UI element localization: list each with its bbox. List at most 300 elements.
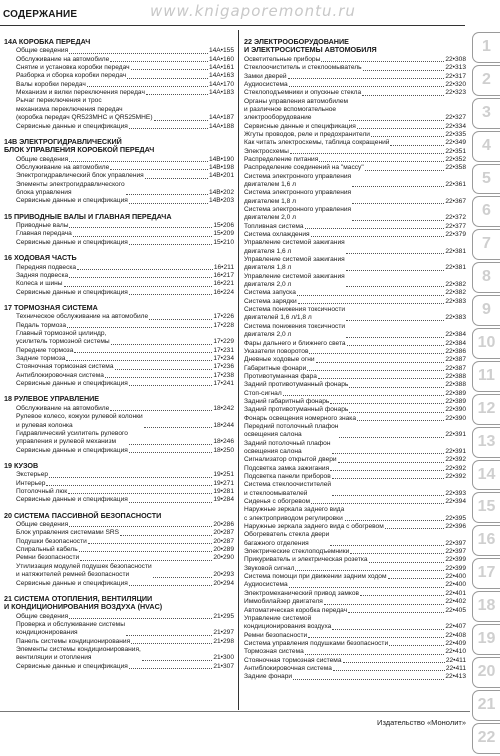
section-title: 15 ПРИВОДНЫЕ ВАЛЫ И ГЛАВНАЯ ПЕРЕДАЧА: [4, 211, 172, 221]
chapter-tab[interactable]: 9: [472, 295, 500, 326]
toc-entry[interactable]: [4, 646, 234, 663]
chapter-tab[interactable]: 6: [472, 196, 500, 227]
entry-title: Обогреватель стекла двери багажного отделения: [244, 531, 330, 547]
dot-leader: [129, 585, 213, 586]
entry-title: Управление системой зажигания двигателя 2,0 л: [244, 272, 345, 289]
entry-title: Проверка и обслуживание системы кондиционирования: [16, 621, 125, 637]
toc-entry[interactable]: [244, 340, 466, 348]
chapter-tab[interactable]: 10: [472, 328, 500, 359]
toc-entry[interactable]: [4, 430, 234, 447]
entry-title: Электросхемы: [244, 147, 289, 155]
entry-page: 17•238: [213, 371, 234, 379]
toc-entry[interactable]: [4, 280, 234, 288]
toc-entry[interactable]: [244, 581, 466, 589]
entry-title: Задний противотуманный фонарь: [244, 406, 349, 414]
entry-page: 21•300: [213, 654, 234, 662]
entry-title: Главная передача: [16, 230, 72, 238]
dot-leader: [346, 320, 444, 321]
entry-page: 22•383: [445, 314, 466, 322]
toc-entry[interactable]: [4, 488, 234, 496]
toc-entry[interactable]: [244, 398, 466, 406]
entry-page: 22•313: [445, 64, 466, 72]
entry-title: Замки дверей: [244, 72, 287, 80]
entry-title: Панель системы кондиционирования: [16, 637, 131, 645]
entry-title: Передняя подвеска: [16, 263, 77, 271]
entry-title: Управление системой кондиционирования воздуха: [244, 614, 332, 631]
chapter-tab[interactable]: 22: [472, 723, 500, 754]
dot-leader: [105, 377, 212, 378]
dot-leader: [357, 420, 444, 421]
chapter-tab[interactable]: 20: [472, 657, 500, 688]
entry-title: Фары дальнего и ближнего света: [244, 339, 346, 347]
entry-title: Подсветка панели приборов: [244, 473, 331, 480]
entry-title: Передний потолочный плафон освещения салона: [244, 422, 339, 439]
publisher-footer: Издательство «Монолит»: [377, 718, 466, 727]
entry-page: 22•377: [445, 222, 466, 230]
entry-title: Сервисные данные и спецификация: [16, 446, 128, 454]
dot-leader: [131, 643, 212, 644]
toc-entry[interactable]: [4, 239, 234, 247]
dot-leader: [390, 145, 444, 146]
toc-entry[interactable]: [244, 657, 466, 665]
dot-leader: [307, 370, 444, 371]
toc-entry[interactable]: [4, 330, 234, 347]
chapter-tab[interactable]: 5: [472, 164, 500, 195]
dot-leader: [311, 236, 445, 237]
dot-leader: [357, 128, 445, 129]
entry-page: 22•407: [445, 623, 466, 631]
toc-entry[interactable]: [244, 615, 466, 632]
chapter-tab[interactable]: 14: [472, 460, 500, 491]
toc-entry[interactable]: [244, 548, 466, 556]
dot-leader: [131, 69, 208, 70]
dot-leader: [126, 194, 208, 195]
entry-title: Противотуманная фара: [244, 372, 317, 380]
entry-page: 14A•155: [208, 47, 234, 55]
toc-entry[interactable]: [4, 471, 234, 479]
toc-entry[interactable]: [244, 81, 466, 89]
watermark: www.knigaporemontu.ru: [150, 2, 356, 20]
toc-entry[interactable]: [4, 413, 234, 430]
entry-title: Интерьер: [16, 479, 46, 487]
toc-entry[interactable]: [4, 347, 234, 355]
toc-entry[interactable]: [4, 554, 234, 562]
dot-leader: [338, 462, 445, 463]
dot-leader: [352, 186, 444, 187]
toc-entry[interactable]: [244, 373, 466, 381]
toc-entry[interactable]: [4, 538, 234, 546]
section-title: 18 РУЛЕВОЕ УПРАВЛЕНИЕ: [4, 394, 100, 404]
entry-page: 22•351: [445, 147, 466, 155]
dot-leader: [142, 660, 212, 661]
toc-entry[interactable]: [4, 313, 234, 321]
toc-entry[interactable]: [4, 496, 234, 504]
dot-leader: [129, 452, 213, 453]
entry-title: Топливная система: [244, 222, 304, 230]
dot-leader: [339, 437, 444, 438]
toc-entry[interactable]: [244, 73, 466, 81]
dot-leader: [330, 403, 444, 404]
entry-title: Система электронного управления двигателем 1,6 л: [244, 172, 352, 188]
entry-title: Обслуживание на автомобиле: [16, 164, 110, 171]
chapter-tab[interactable]: 21: [472, 690, 500, 721]
dot-leader: [120, 535, 212, 536]
dot-leader: [363, 70, 445, 71]
toc-entry[interactable]: [244, 665, 466, 673]
chapter-tab[interactable]: 7: [472, 229, 500, 260]
entry-title: Звуковой сигнал: [244, 564, 295, 572]
dot-leader: [110, 410, 212, 411]
toc-entry[interactable]: [4, 480, 234, 488]
toc-entry[interactable]: [244, 506, 466, 523]
toc-entry[interactable]: [4, 181, 234, 198]
toc-entry[interactable]: [244, 348, 466, 356]
toc-entry[interactable]: [4, 89, 234, 97]
chapter-tab[interactable]: 3: [472, 98, 500, 129]
toc-entry[interactable]: [244, 632, 466, 640]
entry-page: 22•401: [445, 589, 466, 597]
entry-page: 22•387: [445, 364, 466, 372]
right-column: [244, 38, 466, 689]
toc-entry[interactable]: [4, 72, 234, 80]
toc-entry[interactable]: [244, 607, 466, 615]
entry-page: 22•391: [445, 431, 466, 439]
toc-entry[interactable]: [4, 355, 234, 363]
dot-leader: [365, 170, 445, 171]
toc-entry[interactable]: [244, 381, 466, 389]
entry-page: 14A•160: [208, 55, 234, 63]
entry-page: 22•387: [445, 356, 466, 364]
toc-entry[interactable]: [4, 521, 234, 529]
page-title: СОДЕРЖАНИЕ: [3, 9, 78, 20]
chapter-tab[interactable]: 4: [472, 131, 500, 162]
entry-page: 22•390: [445, 414, 466, 422]
entry-title: Главный тормозной цилиндр, усилитель тормозной системы: [16, 330, 110, 346]
toc-entry[interactable]: [244, 598, 466, 606]
entry-title: Разборка и сборка коробки передач: [16, 72, 127, 80]
entry-title: Указатели поворотов: [244, 347, 309, 355]
entry-page: 22•402: [445, 598, 466, 606]
dot-leader: [129, 385, 213, 386]
entry-title: Задние фонари: [244, 673, 293, 681]
dot-leader: [352, 220, 444, 221]
entry-title: Управление системой зажигания двигателя 1,6 л: [244, 239, 345, 255]
entry-page: 20•293: [213, 571, 234, 579]
dot-leader: [129, 668, 213, 669]
toc-entry[interactable]: [244, 556, 466, 564]
entry-page: 15•209: [213, 230, 234, 238]
entry-page: 14A•161: [208, 64, 234, 72]
entry-title: Система стеклоочистителей и стеклоомывателей: [244, 481, 332, 497]
toc-entry[interactable]: [244, 239, 466, 256]
dot-leader: [347, 345, 445, 346]
toc-entry[interactable]: [4, 123, 234, 131]
dot-leader: [67, 327, 212, 328]
entry-page: 17•228: [213, 321, 234, 329]
entry-title: Осветительные приборы: [244, 55, 321, 63]
entry-page: 17•234: [213, 355, 234, 363]
dot-leader: [349, 120, 444, 121]
entry-page: 18•242: [213, 404, 234, 412]
dot-leader: [146, 94, 208, 95]
entry-page: 14A•183: [208, 89, 234, 97]
dot-leader: [293, 679, 444, 680]
toc-entry[interactable]: [244, 139, 466, 147]
toc-entry[interactable]: [244, 223, 466, 231]
toc-section: [4, 213, 234, 247]
toc-entry[interactable]: [244, 123, 466, 131]
entry-page: 22•405: [445, 606, 466, 614]
entry-page: 14B•203: [208, 197, 234, 205]
section-title: 14B ЭЛЕКТРОГИДРАВЛИЧЕСКИЙ БЛОК УПРАВЛЕНИЯ КОРОБКОЙ ПЕРЕДАЧ: [4, 136, 155, 155]
entry-title: Как читать электросхемы, таблица сокращений: [244, 139, 390, 147]
toc-entry[interactable]: [244, 306, 466, 323]
toc-entry[interactable]: [244, 531, 466, 548]
dot-leader: [308, 637, 444, 638]
chapter-tab[interactable]: 16: [472, 525, 500, 556]
dot-leader: [289, 587, 445, 588]
entry-title: Система управления подушками безопасности: [244, 639, 389, 647]
dot-leader: [346, 337, 444, 338]
toc-entry[interactable]: [4, 156, 234, 164]
toc-section: [4, 395, 234, 454]
toc-entry[interactable]: [244, 440, 466, 457]
toc-entry[interactable]: [4, 563, 234, 580]
entry-page: 14B•202: [208, 189, 234, 197]
entry-page: 22•411: [445, 656, 466, 664]
entry-page: 14B•190: [208, 155, 234, 163]
toc-entry[interactable]: [244, 98, 466, 123]
entry-title: Наружные зеркала заднего вида с электроприводом регулировки: [244, 506, 345, 522]
dot-leader: [371, 136, 444, 137]
toc-entry[interactable]: [244, 456, 466, 464]
toc-entry[interactable]: [4, 372, 234, 380]
toc-entry[interactable]: [4, 663, 234, 671]
entry-page: 22•400: [445, 573, 466, 581]
entry-title: Сервисные данные и спецификация: [16, 288, 128, 296]
chapter-tab[interactable]: 17: [472, 558, 500, 589]
entry-title: Элементы электрогидравлического блока управления: [16, 180, 125, 197]
toc-entry[interactable]: [4, 172, 234, 180]
toc-entry[interactable]: [4, 580, 234, 588]
dot-leader: [149, 319, 212, 320]
toc-entry[interactable]: [244, 498, 466, 506]
entry-title: Управление системой зажигания двигателя 1,8 л: [244, 256, 345, 272]
dot-leader: [346, 253, 445, 254]
entry-page: 22•391: [445, 447, 466, 455]
entry-page: 22•393: [445, 489, 466, 497]
chapter-tab[interactable]: 19: [472, 624, 500, 655]
entry-title: Система охлаждения: [244, 231, 310, 239]
dot-leader: [295, 570, 444, 571]
entry-page: 22•352: [445, 155, 466, 163]
entry-page: 22•323: [445, 89, 466, 97]
toc-entry[interactable]: [4, 613, 234, 621]
chapter-tab[interactable]: 15: [472, 492, 500, 523]
entry-page: 22•388: [445, 381, 466, 389]
entry-page: 22•399: [445, 556, 466, 564]
toc-entry[interactable]: [244, 64, 466, 72]
entry-page: 22•389: [445, 389, 466, 397]
toc-entry[interactable]: [244, 206, 466, 223]
dot-leader: [319, 161, 444, 162]
chapter-tab[interactable]: 1: [472, 32, 500, 63]
toc-entry[interactable]: [4, 322, 234, 330]
toc-entry[interactable]: [4, 197, 234, 205]
dot-leader: [88, 543, 213, 544]
entry-title: Общие сведения: [16, 155, 69, 163]
dot-leader: [69, 526, 212, 527]
entry-page: 22•334: [445, 122, 466, 130]
header-divider: [0, 25, 465, 26]
entry-page: 22•397: [445, 548, 466, 556]
entry-page: 16•224: [213, 288, 234, 296]
entry-title: Задний противотуманный фонарь: [244, 381, 349, 389]
dot-leader: [332, 453, 445, 454]
toc-entry[interactable]: [4, 363, 234, 371]
entry-page: 15•206: [213, 222, 234, 230]
toc-entry[interactable]: [244, 256, 466, 273]
entry-page: 22•390: [445, 406, 466, 414]
entry-page: 20•287: [213, 529, 234, 537]
entry-page: 20•286: [213, 521, 234, 529]
toc-entry[interactable]: [4, 97, 234, 122]
toc-entry[interactable]: [244, 673, 466, 681]
entry-page: 22•372: [445, 214, 466, 222]
entry-page: 17•231: [213, 346, 234, 354]
dot-leader: [321, 61, 444, 62]
entry-page: 22•394: [445, 498, 466, 506]
toc-entry[interactable]: [244, 298, 466, 306]
entry-title: Общие сведения: [16, 612, 69, 620]
entry-page: 22•388: [445, 372, 466, 380]
toc-entry[interactable]: [244, 640, 466, 648]
dot-leader: [346, 270, 445, 271]
toc-entry[interactable]: [244, 415, 466, 423]
entry-page: 20•294: [213, 579, 234, 587]
toc-entry[interactable]: [244, 648, 466, 656]
toc-section: [4, 304, 234, 389]
entry-page: 17•241: [213, 380, 234, 388]
toc-entry[interactable]: [244, 173, 466, 190]
toc-entry[interactable]: [4, 264, 234, 272]
section-title: 17 ТОРМОЗНАЯ СИСТЕМА: [4, 302, 98, 312]
toc-entry[interactable]: [4, 47, 234, 55]
toc-entry[interactable]: [244, 323, 466, 340]
chapter-tab[interactable]: 11: [472, 361, 500, 392]
dot-leader: [350, 553, 444, 554]
entry-page: 22•410: [445, 648, 466, 656]
toc-entry[interactable]: [244, 289, 466, 297]
entry-page: 22•361: [445, 180, 466, 188]
entry-title: Антиблокировочная система: [16, 371, 104, 379]
entry-title: Сиденья с обогревом: [244, 498, 311, 506]
chapter-tab[interactable]: 13: [472, 427, 500, 458]
toc-entry[interactable]: [244, 89, 466, 97]
toc-entry[interactable]: [244, 590, 466, 598]
toc-entry[interactable]: [244, 164, 466, 172]
entry-title: Стеклоочиститель и стеклоомыватель: [244, 64, 362, 72]
dot-leader: [385, 528, 445, 529]
toc-entry[interactable]: [4, 405, 234, 413]
section-title: 19 КУЗОВ: [4, 460, 39, 470]
toc-entry[interactable]: [244, 465, 466, 473]
entry-title: Рычаг переключения и трос механизма переключения передач (коробка передач QR523MHC и QR525MHE): [16, 97, 153, 122]
entry-page: 18•250: [213, 446, 234, 454]
footer-divider: [0, 711, 470, 712]
entry-page: 14B•198: [208, 164, 234, 171]
toc-section: [4, 595, 234, 671]
toc-entry[interactable]: [4, 81, 234, 89]
toc-entry[interactable]: [244, 481, 466, 498]
dot-leader: [305, 654, 445, 655]
entry-page: 22•400: [445, 581, 466, 589]
dot-leader: [129, 444, 212, 445]
toc-entry[interactable]: [4, 447, 234, 455]
toc-entry[interactable]: [4, 56, 234, 64]
toc-entry[interactable]: [244, 573, 466, 581]
chapter-tab[interactable]: 12: [472, 394, 500, 425]
toc-entry[interactable]: [244, 423, 466, 440]
toc-entry[interactable]: [244, 356, 466, 364]
entry-title: Антиблокировочная система: [244, 664, 332, 672]
entry-page: 22•381: [445, 247, 466, 255]
entry-title: Спиральный кабель: [16, 546, 78, 554]
toc-entry[interactable]: [4, 289, 234, 297]
dot-leader: [332, 629, 444, 630]
entry-title: Обслуживание на автомобиле: [16, 404, 110, 412]
toc-entry[interactable]: [244, 56, 466, 64]
toc-entry[interactable]: [244, 390, 466, 398]
toc-entry[interactable]: [4, 621, 234, 638]
toc-section: [4, 38, 234, 131]
entry-title: Задний габаритный фонарь: [244, 397, 330, 405]
toc-entry[interactable]: [244, 273, 466, 290]
chapter-tab[interactable]: 2: [472, 65, 500, 96]
toc-entry[interactable]: [244, 189, 466, 206]
dot-leader: [87, 86, 208, 87]
toc-entry[interactable]: [244, 406, 466, 414]
toc-entry[interactable]: [244, 148, 466, 156]
dot-leader: [343, 662, 445, 663]
toc-entry[interactable]: [4, 272, 234, 280]
chapter-tab[interactable]: 18: [472, 591, 500, 622]
toc-entry[interactable]: [244, 565, 466, 573]
toc-entry[interactable]: [4, 222, 234, 230]
entry-title: Сервисные данные и спецификация: [16, 662, 128, 670]
dot-leader: [298, 303, 445, 304]
entry-page: 22•379: [445, 231, 466, 239]
entry-title: Электрогидравлический блок управления: [16, 172, 144, 180]
entry-page: 22•384: [445, 339, 466, 347]
dot-leader: [69, 53, 208, 54]
entry-title: Подушки безопасности: [16, 537, 87, 545]
page-header: [0, 0, 500, 27]
column-divider: [238, 30, 239, 710]
dot-leader: [362, 95, 444, 96]
dot-leader: [69, 618, 212, 619]
toc-entry[interactable]: [244, 131, 466, 139]
dot-leader: [69, 161, 208, 162]
toc-entry[interactable]: [244, 365, 466, 373]
entry-title: Иммобилайзер двигателя: [244, 598, 323, 606]
toc-entry[interactable]: [4, 638, 234, 646]
toc-entry[interactable]: [4, 529, 234, 537]
toc-entry[interactable]: [4, 380, 234, 388]
chapter-tab[interactable]: 8: [472, 262, 500, 293]
toc-entry[interactable]: [4, 230, 234, 238]
dot-leader: [129, 203, 208, 204]
